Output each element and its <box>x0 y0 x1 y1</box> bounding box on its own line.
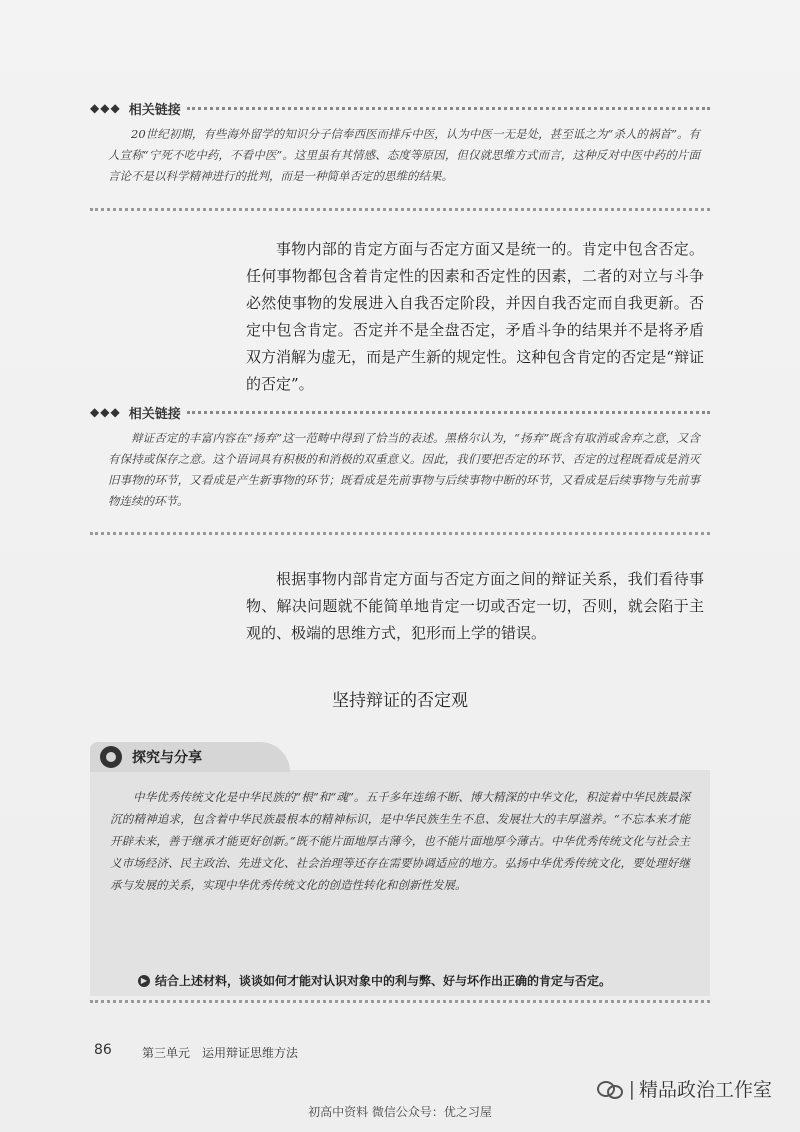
source-line: 初高中资料 微信公众号：优之习屋 <box>308 1105 492 1119</box>
diamond-bullets-icon: ◆◆◆ <box>90 101 121 115</box>
unit-title: 第三单元 运用辩证思维方法 <box>142 1046 299 1060</box>
explore-share-panel <box>90 742 710 1004</box>
section-title: 坚持辩证的否定观 <box>332 691 468 711</box>
related-link-text-1: 20世纪初期，有些海外留学的知识分子信奉西医而排斥中医，认为中医一无是处，甚至诋之为“杀人的祸首”。有人宣称“宁死不吃中药，不看中医”。这里虽有其情感、态度等原因，但仅就思维方式而言，这种反对中医中药的片面言论不是以科学精神进行的批判，而是一种简单否定的思维的结果。 <box>108 127 700 183</box>
body-paragraph-2: 根据事物内部肯定方面与否定方面之间的辩证关系，我们看待事物、解决问题就不能简单地肯定一切或否定一切，否则，就会陷于主观的、极端的思维方式，犯形而上学的错误。 <box>246 570 704 642</box>
body-paragraph-1: 事物内部的肯定方面与否定方面又是统一的。肯定中包含否定。任何事物都包含着肯定性的因素和否定性的因素，二者的对立与斗争必然使事物的发展进入自我否定阶段，并因自我否定而自我更新。否定中包含肯定。否定并不是全盘否定，矛盾斗争的结果并不是将矛盾双方消解为虚无，而是产生新的规定性。这种包含肯定的否定是“辩证的否定”。 <box>246 240 704 393</box>
page-number: 86 <box>94 1042 112 1058</box>
related-link-text-2: 辩证否定的丰富内容在“扬弃”这一范畴中得到了恰当的表述。黑格尔认为，“扬弃”既含有取消或舍弃之意，又含有保持或保存之意。这个语词具有积极的和消极的双重意义。因此，我们要把否定的环节、否定的过程既看成是消灭旧事物的环节，又看成是产生新事物的环节；既看成是先前事物与后续事物中断的环节，又看成是后续事物与先前事物连续的环节。 <box>108 431 700 508</box>
explore-icon <box>100 746 122 768</box>
explore-tab-label: 探究与分享 <box>132 750 202 766</box>
dotted-divider-bottom-2 <box>90 532 710 535</box>
related-link-box-2 <box>90 402 710 512</box>
dotted-divider-bottom-1 <box>90 208 710 211</box>
explore-task-text: 结合上述材料，谈谈如何才能对认识对象中的利与弊、好与坏作出正确的肯定与否定。 <box>155 974 612 988</box>
watermark-text: 精品政治工作室 <box>638 1079 772 1101</box>
explore-content-box <box>90 770 710 996</box>
diamond-bullets-icon: ◆◆◆ <box>90 405 121 419</box>
wechat-icon <box>597 1079 623 1099</box>
explore-tab <box>90 742 290 772</box>
watermark <box>597 1075 772 1102</box>
dotted-divider-explore <box>90 1000 710 1003</box>
related-link-title: 相关链接 <box>128 102 181 118</box>
dotted-divider <box>187 411 710 414</box>
related-link-title: 相关链接 <box>128 406 181 422</box>
explore-text: 中华优秀传统文化是中华民族的“根”和“魂”。五千多年连绵不断、博大精深的中华文化，积淀着中华民族最深沉的精神追求，包含着中华民族最根本的精神标识，是中华民族生生不息、发展壮大的丰厚滋养。“不忘本来才能开辟未来，善于继承才能更好创新。”既不能片面地厚古薄今，也不能片面地厚今薄古。中华优秀传统文化与社会主义市场经济、民主政治、先进文化、社会治理等还存在需要协调适应的地方。弘扬中华优秀传统文化，要处理好继承与发展的关系，实现中华优秀传统文化的创造性转化和创新性发展。 <box>110 790 690 892</box>
related-link-heading-2 <box>90 402 710 422</box>
watermark-separator: | <box>628 1077 635 1100</box>
related-link-box-1 <box>90 98 710 187</box>
related-link-heading-1 <box>90 98 710 118</box>
dotted-divider <box>187 107 710 110</box>
play-arrow-icon: ▶ <box>138 975 150 987</box>
explore-task <box>138 972 698 989</box>
